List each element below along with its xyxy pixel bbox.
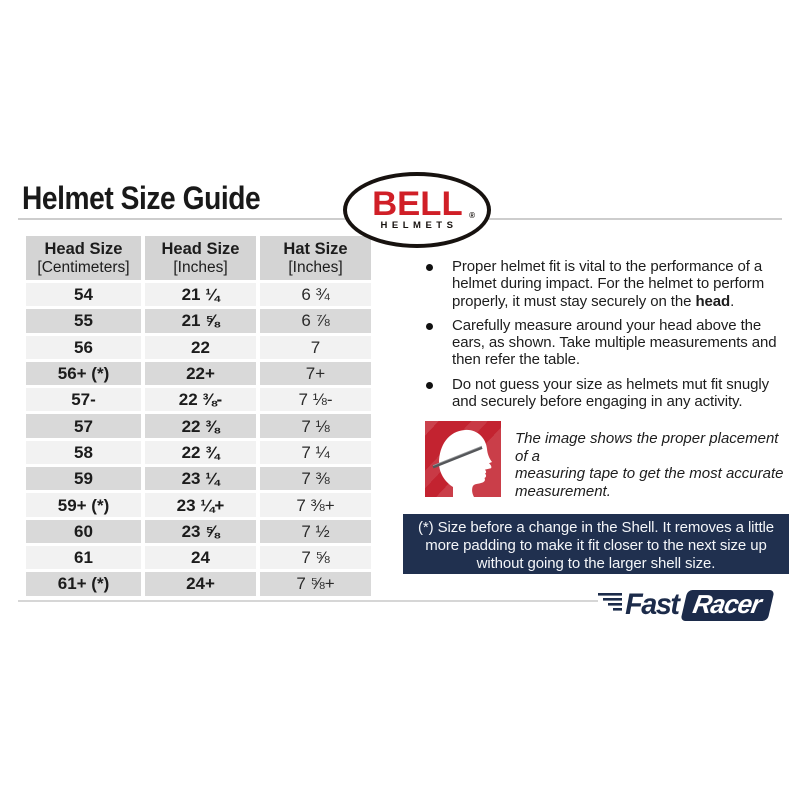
table-row [26,467,371,490]
speed-lines-icon [598,591,622,613]
table-cell: 7 ⅛- [260,388,371,411]
table-cell: 61+ (*) [26,572,141,595]
column-header: Head Size [Inches] [145,236,256,280]
table-cell: 23 ¼ [145,467,256,490]
bell-logo-helmets-text: HELMETS [380,220,458,231]
table-cell: 61 [26,546,141,569]
head-silhouette-icon [425,421,501,497]
table-cell: 24 [145,546,256,569]
table-cell: 7 [260,336,371,359]
table-row [26,572,371,595]
instruction-line: Proper helmet fit is vital to the performance of a [452,258,763,275]
bullet-icon [426,323,433,330]
table-header-row [26,236,371,280]
column-header: Hat Size [Inches] [260,236,371,280]
table-cell: 55 [26,309,141,332]
instruction-line: properly, it must stay securely on the head. [452,292,735,310]
instruction-text [452,317,776,369]
emphasized-word: head [695,292,731,310]
page-title: Helmet Size Guide [22,180,261,216]
table-row [26,520,371,543]
table-cell: 7 ⅝ [260,546,371,569]
table-cell: 24+ [145,572,256,595]
table-cell: 23 ¼+ [145,493,256,516]
instruction-text [452,376,769,411]
shell-size-note [403,514,789,574]
table-cell: 57- [26,388,141,411]
instruction-text [452,258,764,310]
table-cell: 21 ¼ [145,283,256,306]
table-row [26,362,371,385]
table-cell: 22 ¾ [145,441,256,464]
fastracer-racer-text: Racer [690,588,763,619]
table-cell: 59 [26,467,141,490]
table-cell: 58 [26,441,141,464]
table-cell: 7 ⅝+ [260,572,371,595]
instruction-line: Do not guess your size as helmets mut fit snugly [452,375,770,393]
table-cell: 22 [145,336,256,359]
table-cell: 59+ (*) [26,493,141,516]
table-cell: 60 [26,520,141,543]
instruction-line: then refer the table. [452,351,580,369]
table-cell: 22 ⅜ [145,414,256,437]
note-line: more padding to make it fit closer to the next size up [425,536,767,554]
table-cell: 7 ½ [260,520,371,543]
caption-line: The image shows the proper placement of a [515,430,779,465]
instruction-line: ears, as shown. Take multiple measurements and [452,334,777,352]
table-row [26,493,371,516]
table-cell: 22+ [145,362,256,385]
fastracer-fast-text: Fast [625,588,679,621]
table-row [26,388,371,411]
helmet-size-table [22,233,375,599]
table-cell: 7 ⅜+ [260,493,371,516]
table-row [26,283,371,306]
table-cell: 7 ⅜ [260,467,371,490]
list-item [405,258,797,310]
table-row [26,546,371,569]
table-cell: 21 ⅝ [145,309,256,332]
table-cell: 6 ⅞ [260,309,371,332]
table-row [26,441,371,464]
note-line: (*) Size before a change in the Shell. It removes a little [417,519,775,536]
bullet-icon [426,382,433,389]
bullet-icon [426,264,433,271]
instruction-line: helmet during impact. For the helmet to perform [452,275,765,293]
table-cell: 56 [26,336,141,359]
list-item [405,376,797,411]
table-cell: 7+ [260,362,371,385]
table-row [26,336,371,359]
table-cell: 57 [26,414,141,437]
registered-trademark-icon: ® [469,211,475,220]
figure-caption [515,430,795,500]
list-item [405,317,797,369]
table-row [26,414,371,437]
table-cell: 6 ¾ [260,283,371,306]
table-row [26,309,371,332]
table-cell: 7 ¼ [260,441,371,464]
bell-logo-brand-text: BELL [371,185,463,223]
table-cell: 23 ⅝ [145,520,256,543]
caption-line: measurement. [515,482,611,500]
table-cell: 54 [26,283,141,306]
table-cell: 7 ⅛ [260,414,371,437]
footer-divider [18,600,598,602]
caption-line: measuring tape to get the most accurate [515,465,784,483]
head-measurement-image [425,421,501,497]
instruction-line: Carefully measure around your head above the [452,316,762,334]
fit-instructions-list [405,258,797,417]
table-cell: 22 ⅜- [145,388,256,411]
fastracer-racer-badge [680,590,774,621]
column-header: Head Size [Centimeters] [26,236,141,280]
table-cell: 56+ (*) [26,362,141,385]
note-line: without going to the larger shell size. [476,554,716,572]
bell-helmets-logo [343,172,491,248]
instruction-line: and securely before engaging in any activity. [452,393,743,411]
fastracer-logo [598,588,771,622]
